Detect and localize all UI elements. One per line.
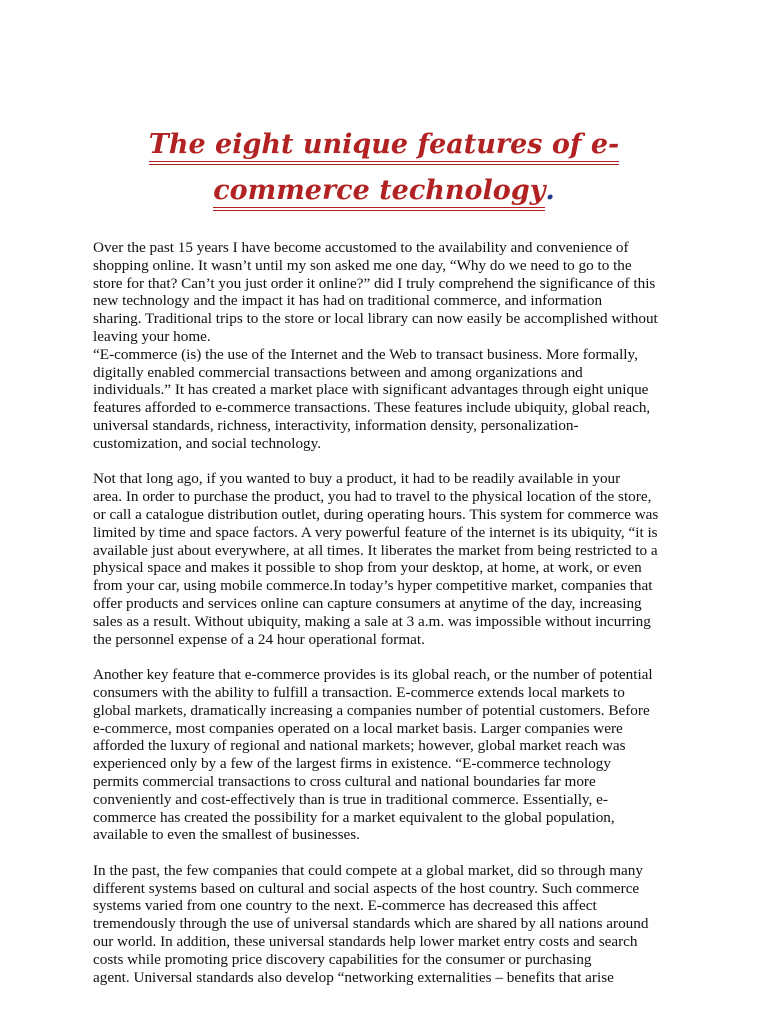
title-line-2: [213, 175, 545, 211]
text-line: from your car, using mobile commerce.In today’s hyper competitive market, companies that: [93, 577, 653, 595]
paragraph: [93, 470, 683, 648]
text-line: sharing. Traditional trips to the store or local library can now easily be accomplished without: [93, 310, 658, 328]
paragraph: [93, 666, 683, 844]
text-line: shopping online. It wasn’t until my son asked me one day, “Why do we need to go to the: [93, 256, 632, 274]
text-line: or call a catalogue distribution outlet, during operating hours. This system for commerce was: [93, 505, 659, 523]
text-line: “E-commerce (is) the use of the Internet and the Web to transact business. More formally,: [93, 345, 638, 363]
text-line: Not that long ago, if you wanted to buy a product, it had to be readily available in your: [93, 470, 621, 488]
text-line: permits commercial transactions to cross cultural and national boundaries far more: [93, 772, 596, 790]
text-line: commerce has created the possibility for a market equivalent to the global population,: [93, 808, 615, 826]
text-line: area. In order to purchase the product, you had to travel to the physical location of the store,: [93, 488, 652, 506]
text-line: available just about everywhere, at all times. It liberates the market from being restricted to a: [93, 541, 658, 559]
text-line: universal standards, richness, interactivity, information density, personalization-: [93, 416, 579, 434]
text-line: our world. In addition, these universal standards help lower market entry costs and search: [93, 933, 638, 951]
text-line: the personnel expense of a 24 hour operational format.: [93, 630, 425, 648]
text-line: individuals.” It has created a market place with significant advantages through eight unique: [93, 381, 649, 399]
document-title: [0, 122, 768, 214]
text-line: consumers with the ability to fulfill a transaction. E-commerce extends local markets to: [93, 683, 625, 701]
text-line: features afforded to e-commerce transactions. These features include ubiquity, global reach,: [93, 399, 651, 417]
text-line: tremendously through the use of universal standards which are shared by all nations around: [93, 915, 649, 933]
paragraph: [93, 862, 683, 987]
text-line: Over the past 15 years I have become accustomed to the availability and convenience of: [93, 239, 629, 256]
text-line: store for that? Can’t you just order it online?” did I truly comprehend the significance of this: [93, 274, 656, 292]
title-line-2-text: commerce technology: [213, 175, 546, 206]
text-line: agent. Universal standards also develop “networking externalities – benefits that arise: [93, 968, 614, 986]
text-line: different systems based on cultural and social aspects of the host country. Such commerce: [93, 879, 640, 897]
text-line: conveniently and cost-effectively than is true in traditional commerce. Essentially, e-: [93, 790, 608, 808]
text-line: global markets, dramatically increasing a companies number of potential customers. Before: [93, 701, 650, 719]
text-line: systems varied from one country to the next. E-commerce has decreased this affect: [93, 897, 597, 915]
text-line: costs while promoting price discovery capabilities for the consumer or purchasing: [93, 950, 592, 968]
title-line-1: The eight unique features of e-: [149, 129, 620, 165]
text-line: leaving your home.: [93, 327, 211, 345]
text-line: customization, and social technology.: [93, 434, 322, 452]
document-body: [93, 239, 683, 1004]
text-line: Another key feature that e-commerce provides is its global reach, or the number of potential: [93, 666, 653, 684]
text-line: e-commerce, most companies operated on a local market basis. Larger companies were: [93, 719, 623, 737]
text-line: limited by time and space factors. A very powerful feature of the internet is its ubiquity, “it is: [93, 523, 658, 541]
text-line: afforded the luxury of regional and national markets; however, global market reach was: [93, 737, 626, 755]
text-line: sales as a result. Without ubiquity, making a sale at 3 a.m. was impossible without incurring: [93, 612, 651, 630]
text-line: new technology and the impact it has had on traditional commerce, and information: [93, 292, 603, 310]
title-period: .: [545, 175, 555, 206]
text-line: digitally enabled commercial transactions between and among organizations and: [93, 363, 583, 381]
text-line: physical space and makes it possible to shop from your desktop, at home, at work, or even: [93, 559, 642, 577]
text-line: offer products and services online can capture consumers at anytime of the day, increasing: [93, 594, 642, 612]
text-line: experienced only by a few of the largest firms in existence. “E-commerce technology: [93, 755, 611, 773]
text-line: available to even the smallest of businesses.: [93, 826, 360, 844]
paragraph: [93, 239, 683, 453]
text-line: In the past, the few companies that could compete at a global market, did so through many: [93, 861, 643, 879]
